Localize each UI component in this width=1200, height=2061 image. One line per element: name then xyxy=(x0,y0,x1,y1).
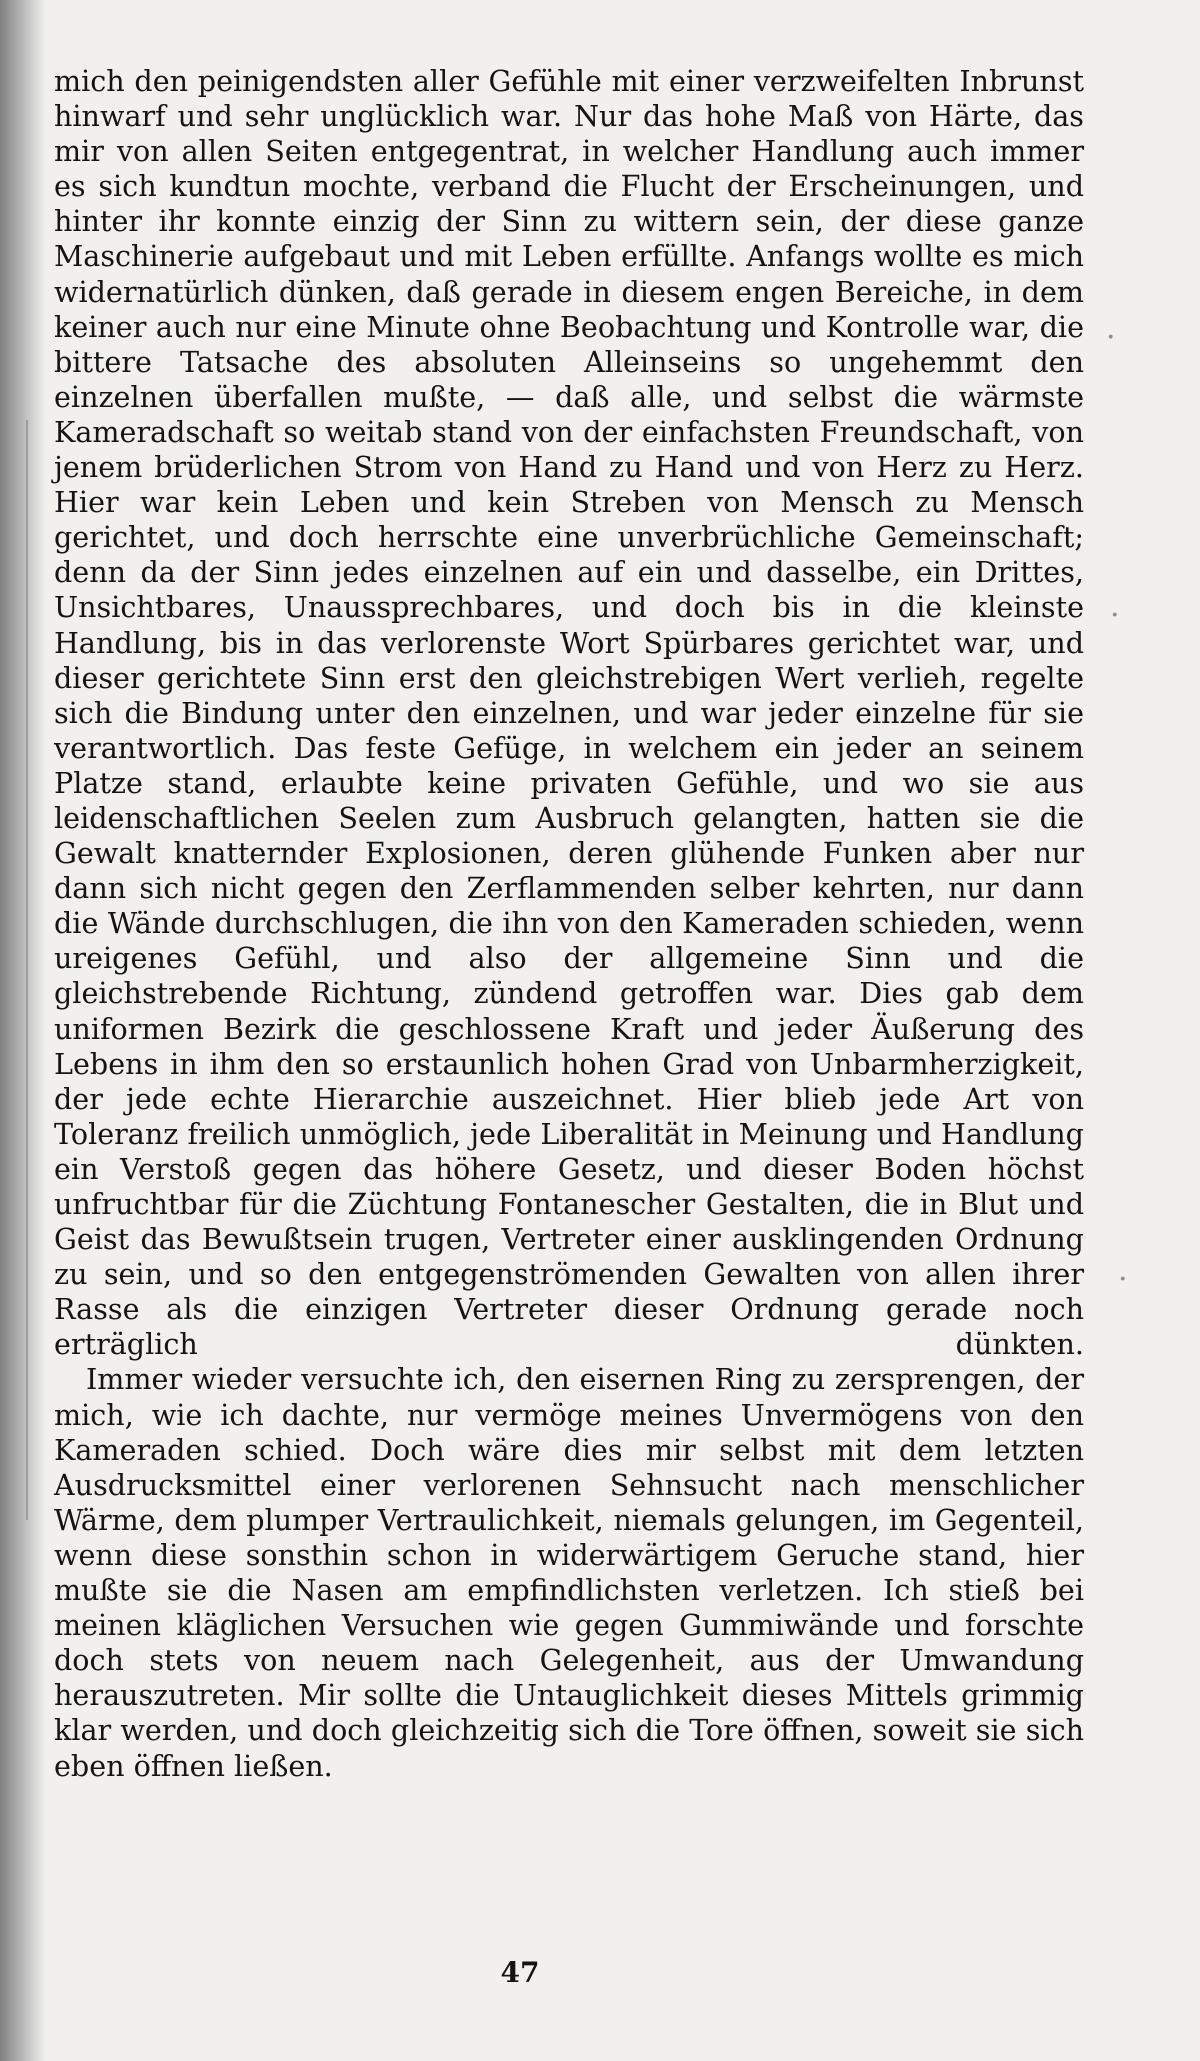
paragraph-continued: mich den peinigendsten aller Gefühle mit einer verzweifelten Inbrunst hinwarf und sehr unglücklich war. Nur das hohe Maß von Härte, das mir von allen Seiten entgegentrat, in welcher Handlung auch immer es sich kundtun mochte, verband die Flucht der Erscheinungen, und hinter ihr konnte einzig der Sinn zu wittern sein, der diese ganze Maschinerie aufgebaut und mit Leben erfüllte. Anfangs wollte es mich widernatürlich dünken, daß gerade in diesem engen Bereiche, in dem keiner auch nur eine Minute ohne Beobachtung und Kontrolle war, die bittere Tatsache des absoluten Alleinseins so ungehemmt den einzelnen überfallen mußte, — daß alle, und selbst die wärmste Kameradschaft so weitab stand von der einfachsten Freundschaft, von jenem brüderlichen Strom von Hand zu Hand und von Herz zu Herz. Hier war kein Leben und kein Streben von Mensch zu Mensch gerichtet, und doch herrschte eine unverbrüchliche Gemeinschaft; denn da der Sinn jedes einzelnen auf ein und dasselbe, ein Drittes, Unsichtbares, Unaussprechbares, und doch bis in die kleinste Handlung, bis in das verlorenste Wort Spürbares gerichtet war, und dieser gerichtete Sinn erst den gleichstrebigen Wert verlieh, regelte sich die Bindung unter den einzelnen, und war jeder einzelne für sie verantwortlich. Das feste Gefüge, in welchem ein jeder an seinem Platze stand, erlaubte keine privaten Gefühle, und wo sie aus leidenschaftlichen Seelen zum Ausbruch gelangten, hatten sie die Gewalt knatternder Explosionen, deren glühende Funken aber nur dann sich nicht gegen den Zerflammenden selber kehrten, nur dann die Wände durchschlugen, die ihn von den Kameraden schieden, wenn ureigenes Gefühl, und also der allgemeine Sinn und die gleichstrebende Richtung, zündend getroffen war. Dies gab dem uniformen Bezirk die geschlossene Kraft und jeder Äußerung des Lebens in ihm den so erstaunlich hohen Grad von Unbarmherzigkeit, der jede echte Hierarchie auszeichnet. Hier blieb jede Art von Toleranz freilich unmöglich, jede Liberalität in Meinung und Handlung ein Verstoß gegen das höhere Gesetz, und dieser Boden höchst unfruchtbar für die Züchtung Fontanescher Gestalten, die in Blut und Geist das Bewußtsein trugen, Vertreter einer ausklingenden Ordnung zu sein, und so den entgegenströmenden Gewalten von allen ihrer Rasse als die einzigen Vertreter dieser Ordnung gerade noch erträglich dünkten. xyxy=(54,64,1084,1362)
page-number: 47 xyxy=(500,1956,540,1989)
page-edge-shadow xyxy=(0,0,46,2061)
paragraph: Immer wieder versuchte ich, den eisernen Ring zu zersprengen, der mich, wie ich dachte, nur vermöge meines Unvermögens von den Kameraden schied. Doch wäre dies mir selbst mit dem letzten Ausdrucksmittel einer verlorenen Sehnsucht nach menschlicher Wärme, dem plumper Vertraulichkeit, niemals gelungen, im Gegenteil, wenn diese sonsthin schon in widerwärtigem Geruche stand, hier mußte sie die Nasen am empfindlichsten verletzen. Ich stieß bei meinen kläglichen Versuchen wie gegen Gummiwände und forschte doch stets von neuem nach Gelegenheit, aus der Umwandung herauszutreten. Mir sollte die Untauglichkeit dieses Mittels grimmig klar werden, und doch gleichzeitig sich die Tore öffnen, soweit sie sich eben öffnen ließen. xyxy=(54,1362,1084,1783)
margin-pencil-mark: · xyxy=(1110,598,1120,633)
margin-pencil-mark: · xyxy=(1106,320,1116,355)
margin-pencil-line xyxy=(26,420,28,1520)
body-text xyxy=(54,64,1084,1784)
margin-pencil-mark: · xyxy=(1118,1262,1128,1297)
